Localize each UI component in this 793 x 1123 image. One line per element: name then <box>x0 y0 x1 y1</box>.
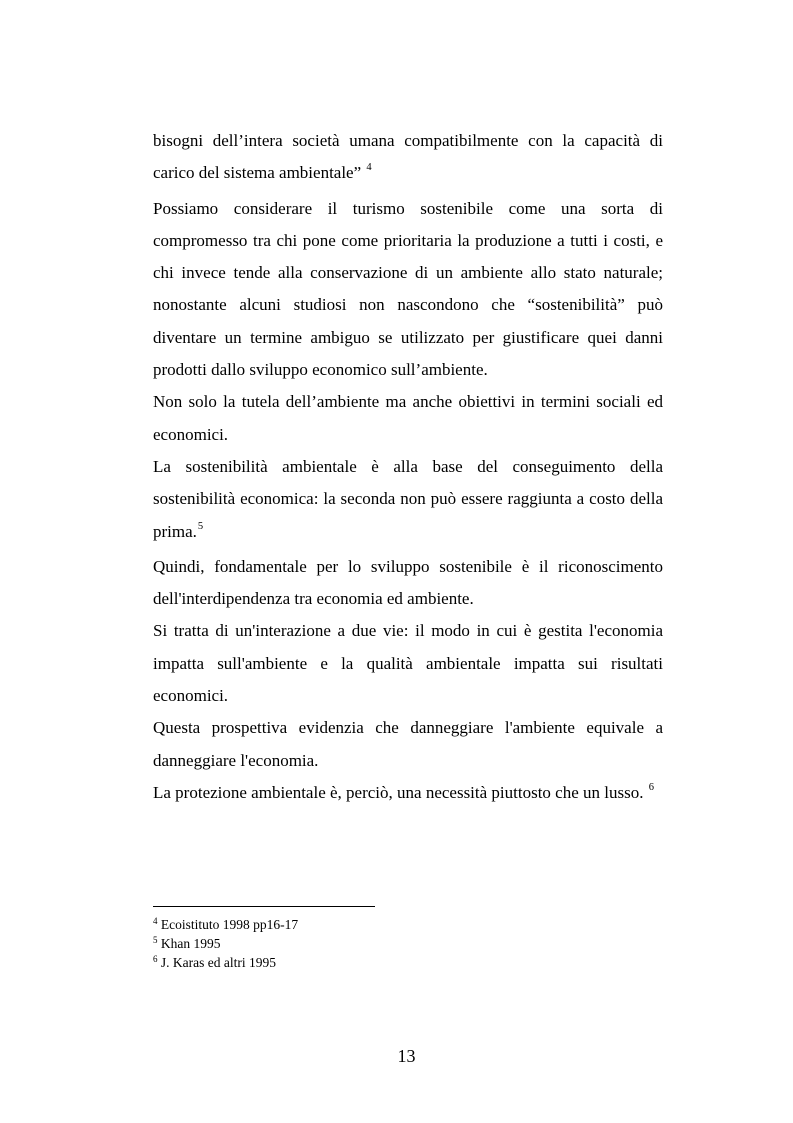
footnote: $^6$ J. Karas ed altri 1995 <box>153 954 276 970</box>
footnote-separator <box>153 906 375 907</box>
footnote-mark: 6 <box>153 954 158 964</box>
page-number: 13 <box>397 1046 416 1066</box>
paragraph: Non solo la tutela dell’ambiente ma anche obiettivi in termini sociali ed economici. <box>153 392 663 444</box>
paragraph: La sostenibilità ambientale è alla base del conseguimento della sostenibilità economica: la seconda non può essere raggiunta a costo della prima.$^5$ <box>153 456 663 541</box>
body-text <box>153 125 663 812</box>
paragraph: Quindi, fondamentale per lo sviluppo sostenibile è il riconoscimento dell'interdipendenza tra economia ed ambiente. <box>153 556 663 609</box>
footnote-reference[interactable]: 5 <box>197 520 204 532</box>
footnote-mark: 4 <box>153 916 158 926</box>
footnote: $^5$ Khan 1995 <box>153 935 221 951</box>
paragraph: Possiamo considerare il turismo sostenibile come una sorta di compromesso tra chi pone come prioritaria la produzione a tutti i costi, e chi invece tende alla conservazione di un ambiente allo stato naturale; nonostante alcuni studiosi non nascondono che “sostenibilità” può diventare un termine ambiguo se utilizzato per giustificare quei danni prodotti dallo sviluppo economico sull’ambiente. <box>153 198 663 380</box>
footnote-mark: 5 <box>153 935 158 945</box>
paragraph: La protezione ambientale è, perciò, una necessità piuttosto che un lusso. $^6$ <box>153 781 654 802</box>
paragraph: bisogni dell’intera società umana compatibilmente con la capacità di carico del sistema ambientale” $^4$ <box>153 131 663 183</box>
footnote: $^4$ Ecoistituto 1998 pp16-17 <box>153 916 299 932</box>
footnote-reference[interactable]: 4 <box>366 162 372 174</box>
footnotes <box>153 916 298 973</box>
paragraph: Si tratta di un'interazione a due vie: il modo in cui è gestita l'economia impatta sull'ambiente e la qualità ambientale impatta sui risultati economici. <box>153 621 663 706</box>
footnote-reference[interactable]: 6 <box>648 781 654 793</box>
paragraph: Questa prospettiva evidenzia che danneggiare l'ambiente equivale a danneggiare l'economia. <box>153 718 663 770</box>
